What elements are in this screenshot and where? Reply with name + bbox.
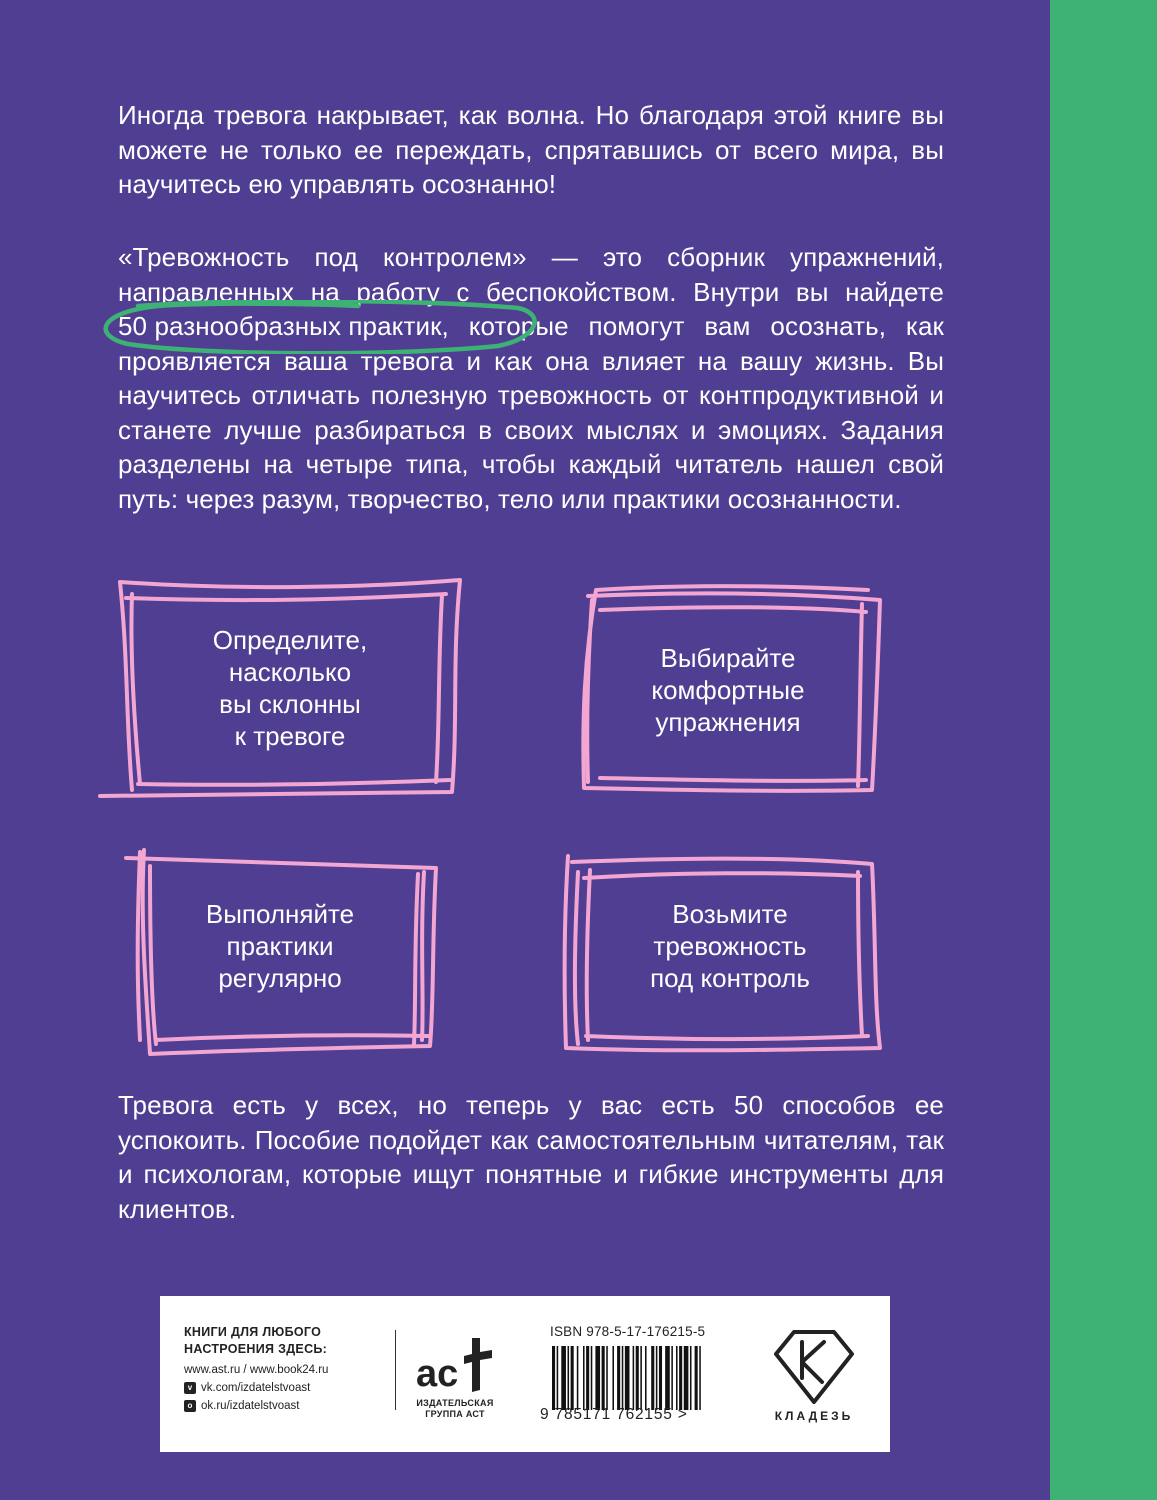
publisher-caption: ИЗДАТЕЛЬСКАЯ ГРУППА АСТ	[416, 1398, 494, 1419]
barcode-bar	[679, 1346, 682, 1410]
barcode-bar	[606, 1346, 608, 1410]
barcode-bar	[671, 1346, 673, 1410]
barcode-bar	[633, 1346, 635, 1410]
barcode-bar	[651, 1346, 654, 1410]
barcode-bar	[583, 1346, 585, 1410]
barcode-bar	[622, 1346, 624, 1410]
barcode-bar	[640, 1346, 642, 1410]
barcode-bar	[595, 1346, 600, 1410]
outro-paragraph: Тревога есть у всех, но теперь у вас есть 50 способов ее успокоить. Пособие подойдет как самостоятельным читателям, так и психологам, которые ищут понятные и гибкие инструменты для клиентов.	[118, 1090, 944, 1224]
barcode-bar	[665, 1346, 670, 1410]
barcode-bar	[699, 1346, 701, 1410]
barcode-bar	[636, 1346, 639, 1410]
barcode-bar	[625, 1346, 630, 1410]
description-text-after: которые помогут вам осознать, как проявляется ваша тревога и как она влияет на вашу жизнь. Вы научитесь отличать полезную тревожность от контпродуктивной и станете лучше разбираться в своих мыслях и эмоциях. Задания разделены на четыре типа, чтобы каждый читатель нашел свой путь: через разум, творчество, тело или практики осознанности.	[118, 311, 944, 514]
vk-icon: v	[184, 1382, 196, 1394]
barcode-bar	[591, 1346, 593, 1410]
barcode-bar	[695, 1346, 698, 1410]
promo-heading: КНИГИ ДЛЯ ЛЮБОГО НАСТРОЕНИЯ ЗДЕСЬ:	[184, 1325, 328, 1356]
barcode-bar	[612, 1346, 614, 1410]
promo-sites	[184, 1361, 394, 1379]
barcode-bar	[571, 1346, 574, 1410]
promo-ok-text: ok.ru/izdatelstvoast	[201, 1400, 300, 1412]
description-text-before: «Тревожность под контролем» — это сборник упражнений, направленных на работу с беспокойством. Внутри вы найдете	[118, 242, 944, 307]
promo-ok	[184, 1397, 394, 1415]
barcode-bar	[645, 1346, 647, 1410]
ast-logo-text: ac	[416, 1353, 459, 1395]
kladez-logo	[772, 1326, 856, 1406]
imprint-panel	[160, 1296, 890, 1452]
intro-paragraph: Иногда тревога накрывает, как волна. Но благодаря этой книге вы можете не только ее переждать, спрятавшись от всего мира, вы научитесь ею управлять осознанно!	[118, 100, 944, 199]
card-text-2: Выбирайте комфортные упражнения	[651, 643, 805, 737]
card-text-3: Выполняйте практики регулярно	[205, 899, 355, 993]
isbn-text: ISBN 978-5-17-176215-5	[550, 1324, 706, 1339]
highlighted-phrase	[118, 309, 449, 344]
barcode-bar	[552, 1346, 555, 1410]
barcode-bar	[676, 1346, 678, 1410]
barcode-number: 9 785171 762155 >	[540, 1406, 688, 1423]
barcode-bar	[659, 1346, 662, 1410]
imprint-divider	[395, 1330, 396, 1410]
barcode-bar	[690, 1346, 692, 1410]
card-text-1: Определите, насколько вы склонны к тревоге	[212, 625, 368, 751]
barcode-bar	[557, 1346, 559, 1410]
description-paragraph	[118, 240, 944, 516]
promo-vk-text: vk.com/izdatelstvoast	[201, 1382, 311, 1394]
kladez-name: КЛАДЕЗЬ	[774, 1409, 854, 1423]
ok-icon: o	[184, 1400, 196, 1412]
promo-block	[184, 1324, 394, 1415]
promo-vk	[184, 1379, 394, 1397]
barcode-bar	[617, 1346, 620, 1410]
barcode-bar	[561, 1346, 566, 1410]
barcode-bar	[568, 1346, 570, 1410]
barcode-bar	[602, 1346, 605, 1410]
barcode-bar	[684, 1346, 689, 1410]
spine-strip	[1050, 0, 1157, 1500]
barcode-bar	[656, 1346, 658, 1410]
card-text-4: Возьмите тревожность под контроль	[650, 899, 810, 993]
promo-sites-text: www.ast.ru / www.book24.ru	[184, 1364, 329, 1376]
barcode-bar	[586, 1346, 589, 1410]
highlighted-phrase-text: 50 разнообразных практик,	[118, 311, 449, 341]
barcode	[552, 1346, 758, 1410]
barcode-bar	[577, 1346, 579, 1410]
